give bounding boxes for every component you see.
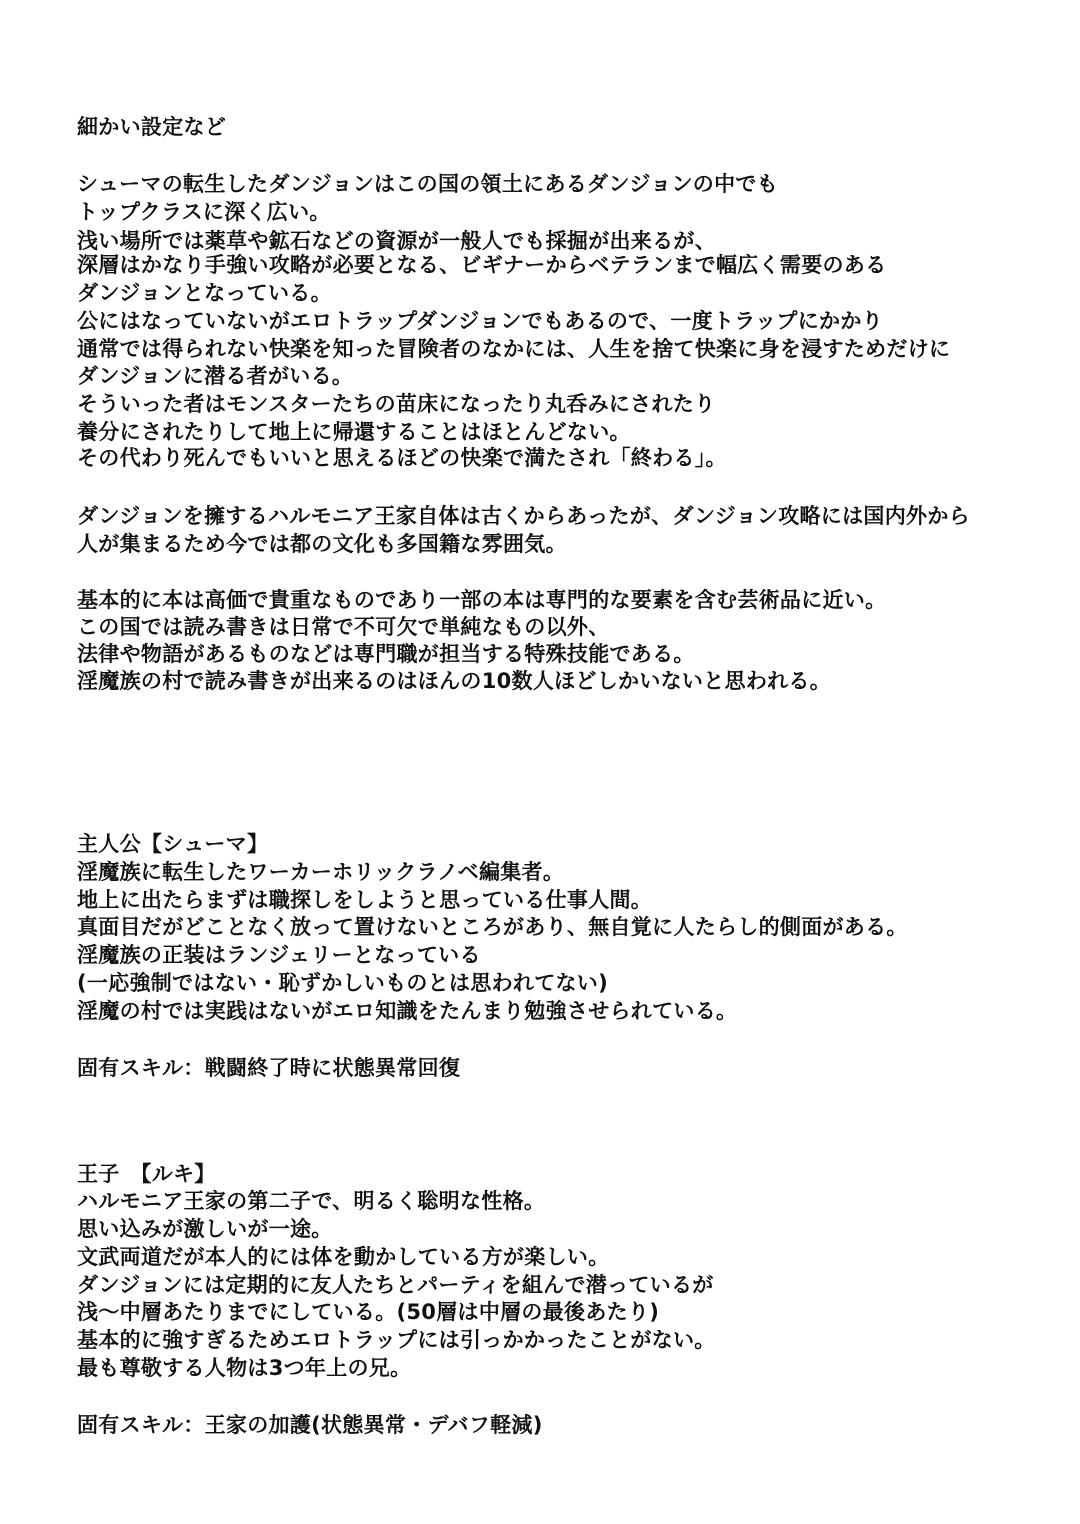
protagonist-skill: 固有スキル：戦闘終了時に状態異常回復 xyxy=(77,1056,461,1080)
prince-skill: 固有スキル：王家の加護(状態異常・デバフ軽減) xyxy=(77,1413,543,1437)
dungeon-line: そういった者はモンスターたちの苗床になったり丸呑みにされたり xyxy=(77,392,716,416)
protagonist-line: 淫魔族の正装はランジェリーとなっている xyxy=(77,943,481,967)
dungeon-line: シューマの転生したダンジョンはこの国の領土にあるダンジョンの中でも xyxy=(77,172,779,196)
prince-line: 浅～中層あたりまでにしている。(50層は中層の最後あたり) xyxy=(77,1300,660,1324)
dungeon-line: 公にはなっていないがエロトラップダンジョンでもあるので、一度トラップにかかり xyxy=(77,309,883,333)
protagonist-line: 淫魔族に転生したワーカーホリックラノベ編集者。 xyxy=(77,860,565,884)
dungeon-line: トップクラスに深く広い。 xyxy=(77,200,331,224)
dungeon-line: 浅い場所では薬草や鉱石などの資源が一般人でも採掘が出来るが、 xyxy=(77,229,716,253)
prince-line: 最も尊敬する人物は3つ年上の兄。 xyxy=(77,1356,412,1380)
prince-line: 基本的に強すぎるためエロトラップには引っかかったことがない。 xyxy=(77,1328,716,1352)
kingdom-line: 人が集まるため今では都の文化も多国籍な雰囲気。 xyxy=(77,532,567,556)
dungeon-line: ダンジョンに潜る者がいる。 xyxy=(77,364,354,388)
books-line: この国では読み書きは日常で不可欠で単純なもの以外、 xyxy=(77,615,610,639)
protagonist-heading: 主人公【シューマ】 xyxy=(77,832,269,856)
kingdom-line: ダンジョンを擁するハルモニア王家自体は古くからあったが、ダンジョン攻略には国内外から xyxy=(77,504,970,528)
prince-line: ダンジョンには定期的に友人たちとパーティを組んで潜っているが xyxy=(77,1273,714,1297)
protagonist-line: (一応強制ではない・恥ずかしいものとは思われてない) xyxy=(77,971,608,995)
dungeon-line: 深層はかなり手強い攻略が必要となる、ビギナーからベテランまで幅広く需要のある xyxy=(77,253,887,277)
protagonist-line: 淫魔の村では実践はないがエロ知識をたんまり勉強させられている。 xyxy=(77,999,738,1023)
dungeon-line: その代わり死んでもいいと思えるほどの快楽で満たされ「終わる」。 xyxy=(77,446,727,470)
books-line: 法律や物語があるものなどは専門職が担当する特殊技能である。 xyxy=(77,642,695,666)
prince-heading: 王子 【ルキ】 xyxy=(77,1162,216,1186)
books-line: 淫魔族の村で読み書きが出来るのはほんの10数人ほどしかいないと思われる。 xyxy=(77,669,832,693)
dungeon-line: ダンジョンとなっている。 xyxy=(77,281,332,305)
prince-line: ハルモニア王家の第二子で、明るく聡明な性格。 xyxy=(77,1189,546,1213)
dungeon-line: 通常では得られない快楽を知った冒険者のなかには、人生を捨て快楽に身を浸すためだけに xyxy=(77,337,951,361)
settings-heading: 細かい設定など xyxy=(77,115,227,139)
prince-line: 思い込みが激しいが一途。 xyxy=(77,1217,333,1241)
prince-line: 文武両道だが本人的には体を動かしている方が楽しい。 xyxy=(77,1245,610,1269)
protagonist-line: 真面目だがどことなく放って置けないところがあり、無自覚に人たらし的側面がある。 xyxy=(77,915,908,939)
dungeon-line: 養分にされたりして地上に帰還することはほとんどない。 xyxy=(77,420,631,444)
books-line: 基本的に本は高価で貴重なものであり一部の本は専門的な要素を含む芸術品に近い。 xyxy=(77,588,887,612)
protagonist-line: 地上に出たらまずは職探しをしようと思っている仕事人間。 xyxy=(77,888,653,912)
